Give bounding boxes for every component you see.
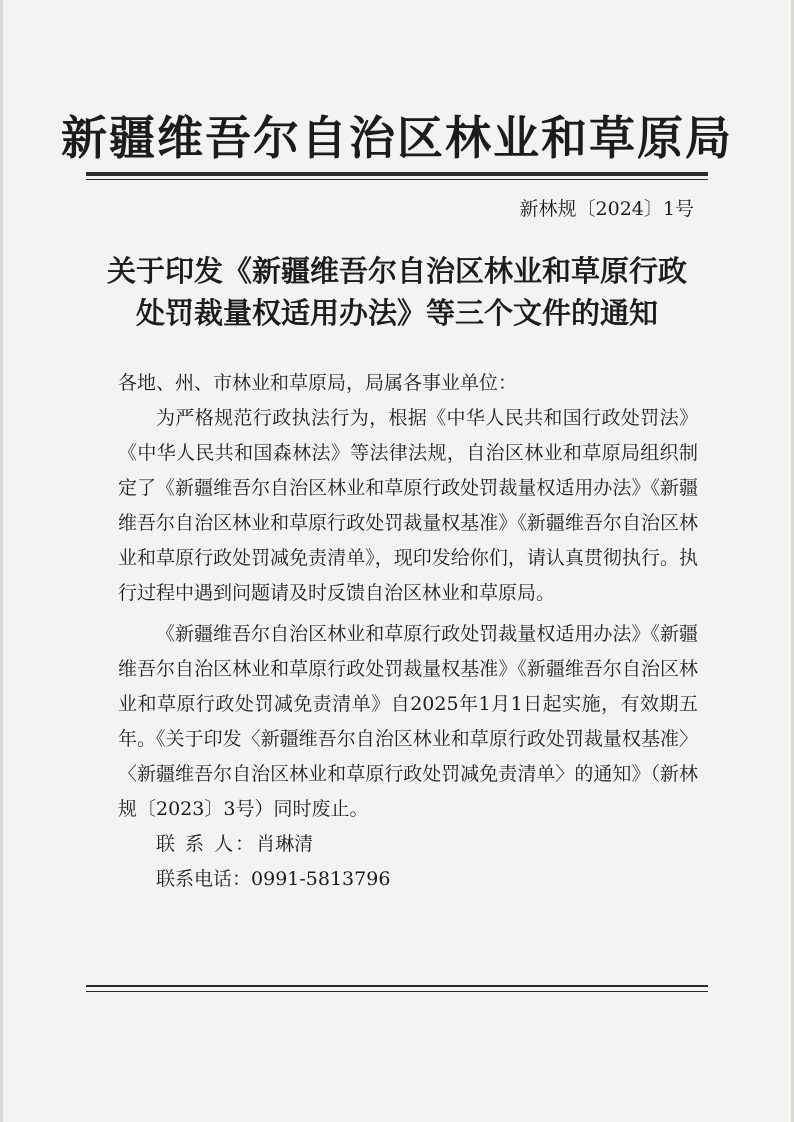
contact-person-value: 肖琳清 (256, 833, 314, 855)
contact-phone-value: 0991-5813796 (251, 868, 391, 890)
contact-phone (118, 862, 698, 897)
body-paragraph-2: 《新疆维吾尔自治区林业和草原行政处罚裁量权适用办法》《新疆维吾尔自治区林业和草原行政处罚裁量权基准》《新疆维吾尔自治区林业和草原行政处罚减免责清单》自2025年1月1日起实施，有效期五年。《关于印发〈新疆维吾尔自治区林业和草原行政处罚裁量权基准〉〈新疆维吾尔自治区林业和草原行政处罚减免责清单〉的通知》（新林规〔2023〕3号）同时废止。 (118, 623, 698, 820)
footer-rule-thin (86, 991, 708, 992)
contact-phone-label: 联系电话： (156, 868, 252, 890)
scan-edge-left (0, 0, 3, 1122)
notice-title (60, 250, 734, 334)
contact-person (118, 827, 698, 862)
body-paragraph-1: 为严格规范行政执法行为，根据《中华人民共和国行政处罚法》《中华人民共和国森林法》等法律法规，自治区林业和草原局组织制定了《新疆维吾尔自治区林业和草原行政处罚裁量权适用办法》《新疆维吾尔自治区林业和草原行政处罚裁量权基准》《新疆维吾尔自治区林业和草原行政处罚减免责清单》，现印发给你们，请认真贯彻执行。执行过程中遇到问题请及时反馈自治区林业和草原局。 (118, 407, 698, 604)
document-body (118, 366, 698, 897)
organization-title: 新疆维吾尔自治区林业和草原局 (61, 111, 733, 165)
notice-title-line-2: 处罚裁量权适用办法》等三个文件的通知 (135, 296, 658, 330)
header-rule-thick (86, 172, 708, 176)
contact-person-label: 联 系 人： (156, 833, 257, 855)
document-number: 新林规〔2024〕1号 (519, 198, 694, 220)
footer-rule-thick (86, 985, 708, 987)
notice-title-line-1: 关于印发《新疆维吾尔自治区林业和草原行政 (106, 254, 687, 288)
header-rule-thin (86, 179, 708, 180)
salutation: 各地、州、市林业和草原局，局属各事业单位： (118, 372, 518, 394)
